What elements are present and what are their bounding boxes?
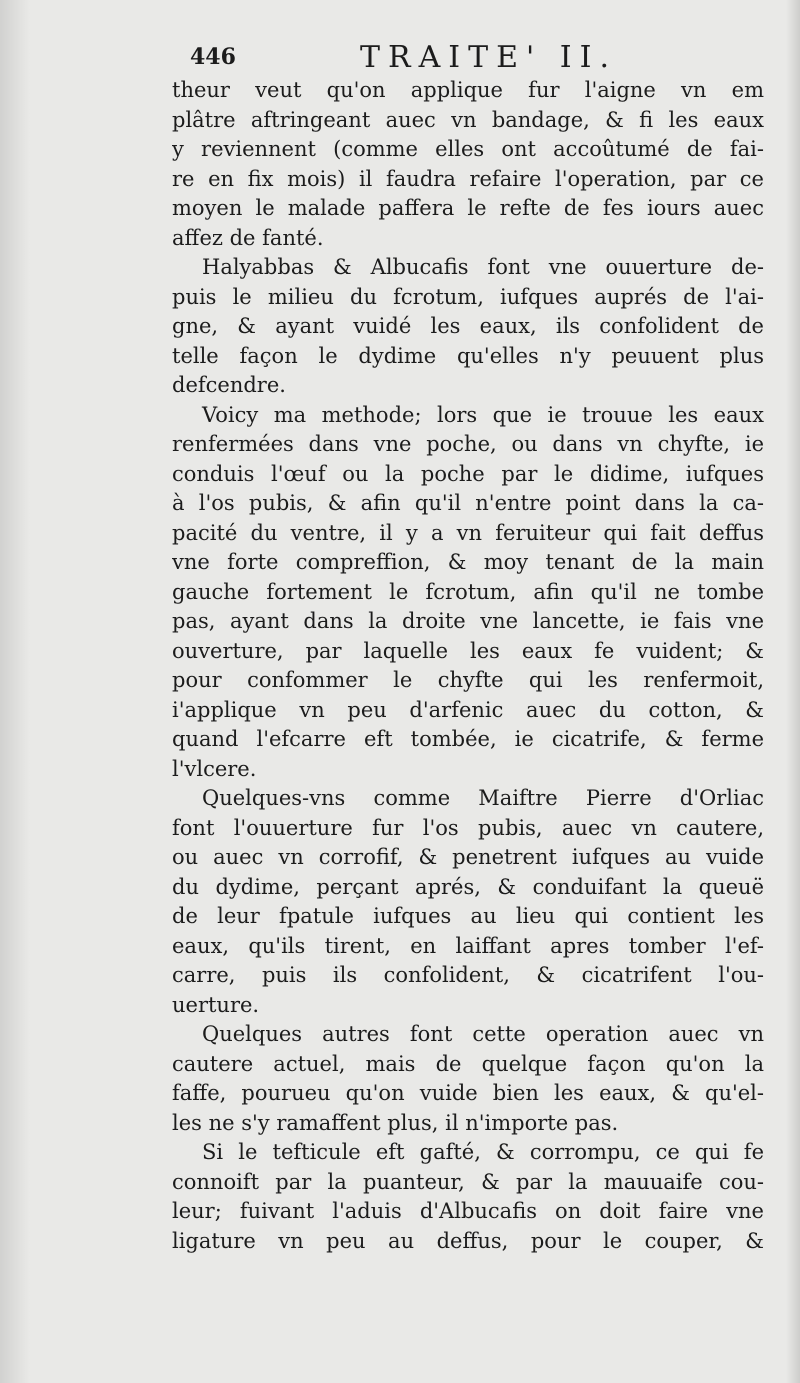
running-title: TRAITE' II. [360,40,618,75]
text-line: pas, ayant dans la droite vne lancette, ie fais vne [172,609,764,633]
text-line: pour confommer le chyfte qui les renfermoit, [172,668,764,692]
text-line: uerture. [172,992,260,1017]
text-line: plâtre aftringeant auec vn bandage, & fi les eaux [172,107,764,132]
text-line: Halyabbas & Albucafis font vne ouuerture de- [202,255,764,279]
page-number: 446 [190,44,236,70]
text-line: ou auec vn corrofif, & penetrent iufques au vuide [172,845,764,869]
text-line: de leur fpatule iufques au lieu qui contient les [172,904,764,928]
text-line: du dydime, perçant aprés, & conduifant la queuë [172,874,764,899]
text-line: Quelques autres font cette operation auec vn [202,1022,764,1046]
text-line: theur veut qu'on applique fur l'aigne vn em [172,78,764,102]
text-line: gne, & ayant vuidé les eaux, ils confolident de [172,314,764,338]
text-line: renfermées dans vne poche, ou dans vn chyfte, ie [172,432,764,456]
text-line: quand l'efcarre eft tombée, ie cicatrife, & ferme [172,727,764,751]
text-line: re en fix mois) il faudra refaire l'operation, par ce [172,166,764,191]
text-line: gauche fortement le fcrotum, afin qu'il ne tombe [172,579,764,604]
text-line: affez de fanté. [172,225,324,250]
text-line: i'applique vn peu d'arfenic auec du cotton, & [172,697,764,722]
text-line: puis le milieu du fcrotum, iufques auprés de l'ai- [172,284,764,309]
text-line: vne forte compreffion, & moy tenant de la main [172,550,764,574]
text-line: l'vlcere. [172,756,257,781]
text-line: font l'ouuerture fur l'os pubis, auec vn cautere, [172,815,764,840]
text-line: connoift par la puanteur, & par la mauuaife cou- [172,1169,764,1194]
text-line: cautere actuel, mais de quelque façon qu'on la [172,1051,764,1076]
text-line: leur; fuivant l'aduis d'Albucafis on doit faire vne [172,1199,764,1223]
text-line: Si le tefticule eft gafté, & corrompu, ce qui fe [202,1140,764,1164]
text-line: à l'os pubis, & afin qu'il n'entre point dans la ca- [172,491,764,515]
text-line: eaux, qu'ils tirent, en laiffant apres tomber l'ef- [172,933,764,958]
text-line: pacité du ventre, il y a vn feruiteur qui fait deffus [172,520,764,545]
text-line: defcendre. [172,373,286,397]
text-line: Quelques-vns comme Maiftre Pierre d'Orliac [202,786,764,810]
page-header [190,40,780,76]
text-line: telle façon le dydime qu'elles n'y peuuent plus [172,343,764,368]
text-line: faffe, pourueu qu'on vuide bien les eaux, & qu'el- [172,1081,764,1105]
text-line: Voicy ma methode; lors que ie trouue les eaux [202,402,764,427]
text-line: ligature vn peu au deffus, pour le couper, & [172,1228,764,1253]
text-line: ouverture, par laquelle les eaux fe vuident; & [172,638,764,663]
text-line: conduis l'œuf ou la poche par le didime, iufques [172,461,764,486]
text-line: moyen le malade paffera le refte de fes iours auec [172,196,764,220]
text-line: carre, puis ils confolident, & cicatrifent l'ou- [172,963,764,987]
body-text [172,76,764,1256]
text-line: les ne s'y ramaffent plus, il n'importe pas. [172,1110,619,1135]
text-line: y reviennent (comme elles ont accoûtumé de fai- [172,137,764,161]
